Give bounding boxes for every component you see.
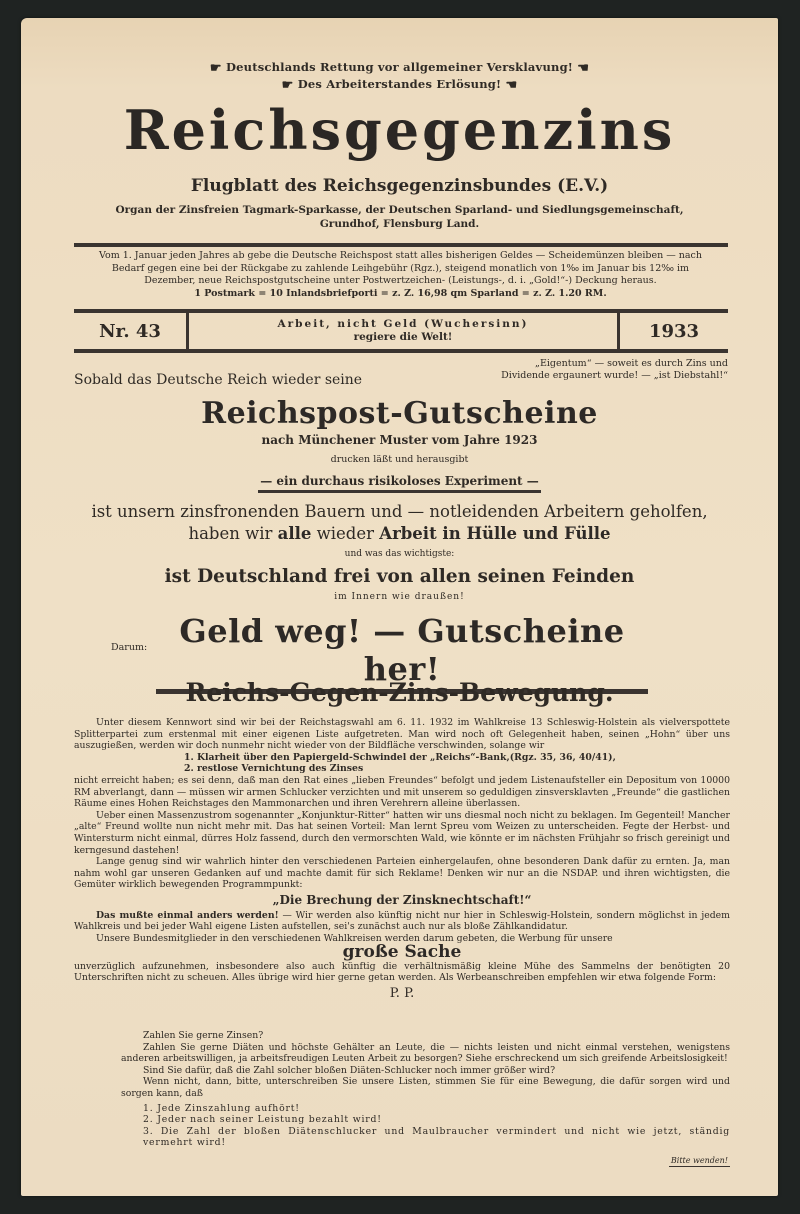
leaflet-page <box>21 18 778 1196</box>
notice-block <box>71 250 730 300</box>
article-paragraph-5: — Wir werden also künftig nicht nur hier in Schleswig-Holstein, sondern möglichst in jedem Wahlkreis und bei jeder Wahl eigene Listen aufstellen, sei's zunächst auch nur als bloße Zählkandidatur. <box>74 909 730 933</box>
important-line: und was das wichtigste: <box>344 549 455 559</box>
pointing-hand-left-icon: ☚ <box>505 78 518 93</box>
letter-salutation: P. P. <box>389 986 415 1002</box>
print-line: drucken läßt und herausgibt <box>330 454 469 465</box>
motto-1-text: Deutschlands Rettung vor allgemeiner Versklavung! <box>225 60 574 74</box>
side-quote <box>501 358 728 382</box>
work-line <box>21 524 778 543</box>
article-paragraph-3: Ueber einen Massenzustrom sogenannter „Konjunktur-Ritter“ hatten wir uns diesmal noch nicht zu beklagen. Im Gegenteil! Mancher „alte“ Freund wollte nun nicht mehr mit. Das hat seinen Vorteil: Man lernt Spreu vom Weizen zu unterscheiden. Fegte der Herbst- und Wintersturm nicht einmal, dürres Holz fassend, durch den vermorschten Wald, wie könnte er im nächsten Frühjahr so frisch gereinigt und kerngesund dastehen! <box>74 809 730 856</box>
masthead-title: Reichsgegenzins <box>123 98 676 162</box>
article-paragraph-1: Unter diesem Kennwort sind wir bei der Reichstagswahl am 6. 11. 1932 im Wahlkreise 13 Schleswig-Holstein als vielverspottete Splitterpartei zum erstenmal mit einer eigenen Liste aufgetreten. Man wird noch oft Gelegenheit haben, seinen „Hohn“ über uns auszugießen, werden wir doch nunmehr nicht wieder von der Bildfläche verschwinden, solange wir <box>74 717 730 752</box>
header-rule <box>74 243 728 247</box>
demand-item-2: 2. restlose Vernichtung des Zinses <box>184 763 364 775</box>
pointing-hand-right-icon: ☛ <box>209 61 222 76</box>
organ-line-2: Grundhof, Flensburg Land. <box>319 218 480 230</box>
letter-question-3: Sind Sie dafür, daß die Zahl solcher bloßen Diäten-Schlucker noch immer größer wird? <box>143 1064 556 1076</box>
pointing-hand-left-icon: ☚ <box>577 61 590 76</box>
demand-item-1: 1. Klarheit über den Papiergeld-Schwindel der „Reichs“-Bank,(Rgz. 35, 36, 40/41), <box>184 751 616 763</box>
work-alle: alle <box>277 524 312 543</box>
inside-line: im Innern wie draußen! <box>334 592 465 602</box>
organ-line-1: Organ der Zinsfreien Tagmark-Sparkasse, der Deutschen Sparland- und Siedlungsgemeinschaft, <box>115 204 684 216</box>
work-prefix: haben wir <box>188 524 273 543</box>
issue-year: 1933 <box>617 313 728 349</box>
issue-slogan-line-2: regiere die Welt! <box>353 331 453 343</box>
free-line: ist Deutschland frei von allen seinen Feinden <box>164 566 635 587</box>
letter-list-item: 3. Die Zahl der bloßen Diätenschlucker und Maulbraucher vermindert und nicht wie jetzt, ständig vermehrt wird! <box>143 1125 730 1149</box>
big-cause-heading: große Sache <box>342 942 462 963</box>
article-quote: „Die Brechung der Zinsknechtschaft!“ <box>272 892 532 907</box>
masthead-subtitle: Flugblatt des Reichsgegenzinsbundes (E.V.) <box>190 176 609 196</box>
work-bold: Arbeit in Hülle und Fülle <box>379 524 611 543</box>
motto-1 <box>21 60 778 76</box>
issue-slogan <box>189 313 617 349</box>
headline-subline: nach Münchener Muster vom Jahre 1923 <box>261 433 538 447</box>
article-body <box>74 717 730 1008</box>
headline-gutscheine: Reichspost-Gutscheine <box>201 396 598 431</box>
motto-2-text: Des Arbeiterstandes Erlösung! <box>297 77 502 91</box>
side-quote-line-2: Dividende ergaunert wurde! — „ist Diebstahl!“ <box>501 370 728 381</box>
issue-slogan-line-1: Arbeit, nicht Geld (Wuchersinn) <box>277 318 529 330</box>
pointing-hand-right-icon: ☛ <box>281 78 294 93</box>
turn-page-note: Bitte wenden! <box>670 1156 728 1165</box>
issue-box <box>74 309 728 353</box>
article-paragraph-4: Lange genug sind wir wahrlich hinter den verschiedenen Parteien einhergelaufen, ohne besonderen Dank dafür zu ernten. Ja, man nahm wohl gar unseren Gedanken auf und machte damit für sich Reklame! Denken wir nur an die NSDAP. und ihren wichtigsten, die Gemüter wirklich bewegenden Programmpunkt: <box>74 856 730 891</box>
letter-body <box>121 1030 730 1149</box>
notice-line-4: 1 Postmark = 10 Inlandsbriefporti = z. Z. 16,98 qm Sparland = z. Z. 1.20 RM. <box>194 287 607 299</box>
notice-line-3: Dezember, neue Reichspostgutscheine unter Postwertzeichen- (Leistungs-, d. i. „Gold!“-) Deckung heraus. <box>144 275 657 286</box>
work-mid: wieder <box>316 524 375 543</box>
notice-line-1: Vom 1. Januar jeden Jahres ab gebe die Deutsche Reichspost statt alles bisherigen Geldes — Scheidemünzen bleiben — nach <box>98 250 702 261</box>
helped-line: ist unsern zinsfronenden Bauern und — notleidenden Arbeitern geholfen, <box>91 502 708 521</box>
letter-list-item: 1. Jede Zinszahlung aufhört! <box>143 1102 300 1114</box>
article-paragraph-5-bold: Das mußte einmal anders werden! <box>96 909 279 921</box>
article-paragraph-7: unverzüglich aufzunehmen, insbesondere also auch künftig die verhältnismäßig kleine Mühe des Sammelns der benötigten 20 Unterschriften nicht zu scheuen. Alles übrige wird hier gerne getan werden. Als Werbeanschreiben empfehlen wir etwa folgende Form: <box>74 960 730 984</box>
notice-line-2: Bedarf gegen eine bei der Rückgabe zu zahlende Leihgebühr (Rgz.), steigend monatlich von 1‰ im Januar bis 12‰ im <box>111 262 690 274</box>
intro-line: Sobald das Deutsche Reich wieder seine <box>74 372 363 388</box>
letter-question-1: Zahlen Sie gerne Zinsen? <box>143 1030 264 1041</box>
article-paragraph-6: Unsere Bundesmitglieder in den verschiedenen Wahlkreisen werden darum gebeten, die Werbung für unsere <box>96 932 613 944</box>
darum-label: Darum: <box>111 642 148 653</box>
experiment-line <box>21 470 778 493</box>
letter-list <box>121 1103 730 1149</box>
motto-2 <box>21 77 778 93</box>
article-paragraph-2: nicht erreicht haben; es sei denn, daß man den Rat eines „lieben Freundes“ befolgt und jedem Listenaufsteller ein Depositum von 10000 RM abverlangt, dann — müssen wir armen Schlucker verzichten und mit unserem so geduldigen zinsversklavten „Freunde“ die gastlichen Räume eines Hohen Reichstages den Mammonarchen und ihren Verehrern alleine überlassen. <box>74 774 730 810</box>
experiment-text: — ein durchaus risikoloses Experiment — <box>258 474 541 493</box>
letter-list-item: 2. Jeder nach seiner Leistung bezahlt wird! <box>143 1114 382 1126</box>
movement-heading: Reichs-Gegen-Zins-Bewegung. <box>185 678 614 707</box>
letter-question-4: Wenn nicht, dann, bitte, unterschreiben Sie unsere Listen, stimmen Sie für eine Bewegung, die dafür sorgen wird und sorgen kann, daß <box>121 1076 730 1099</box>
letter-question-2: Zahlen Sie gerne Diäten und höchste Gehälter an Leute, die — nichts leisten und nicht einmal verstehen, wenigstens anderen arbeitswilligen, ja arbeitsfreudigen Leuten Arbeit zu besorgen? Siehe erschreckend um sich greifende Arbeitslosigkeit! <box>121 1041 730 1065</box>
slogan-text: Geld weg! — Gutscheine her! <box>179 612 625 688</box>
side-quote-line-1: „Eigentum“ — soweit es durch Zins und <box>535 358 728 369</box>
issue-number: Nr. 43 <box>74 313 189 349</box>
